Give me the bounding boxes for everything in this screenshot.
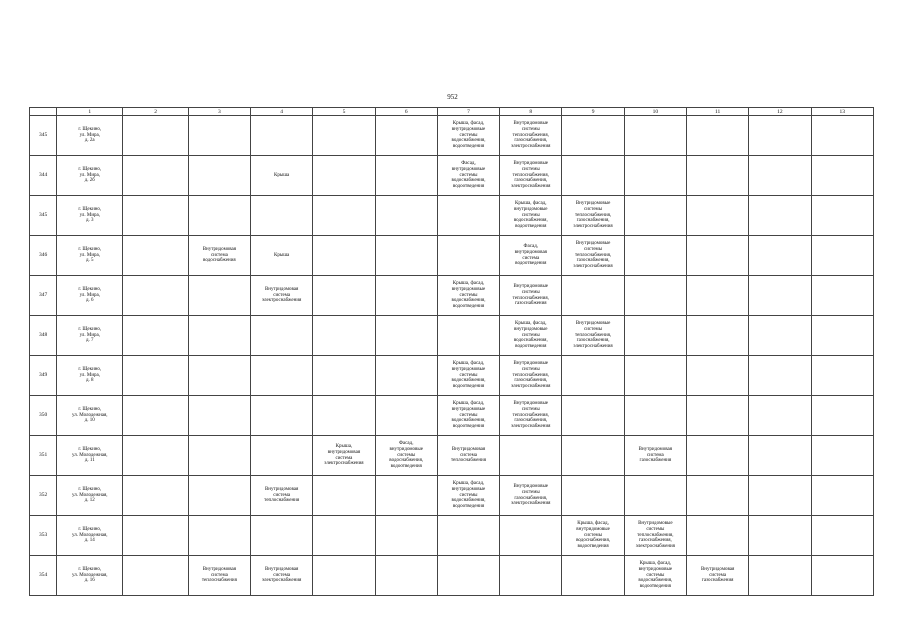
- repair-schedule-table: [29, 107, 874, 596]
- header-cell: 3: [188, 108, 250, 116]
- header-cell: 13: [811, 108, 873, 116]
- page-number: 952: [447, 93, 458, 101]
- work-cell: Внутридомовые системы теплоснабжения, газоснабжения, электроснабжения: [500, 356, 562, 396]
- address-cell: г. Щекино, ул. Мира, д. 7: [57, 316, 123, 356]
- work-cell: Внутридомовая система газоснабжения: [624, 436, 686, 476]
- work-cell: [375, 116, 437, 156]
- header-cell: 2: [123, 108, 188, 116]
- header-cell: 8: [500, 108, 562, 116]
- row-number-cell: 350: [30, 396, 57, 436]
- table-row: [30, 516, 874, 556]
- work-cell: [188, 356, 250, 396]
- work-cell: Крыша, фасад, внутридомовые системы водоснабжения, водоотведения: [437, 356, 499, 396]
- work-cell: [437, 516, 499, 556]
- work-cell: Внутридомовая система электроснабжения: [251, 276, 313, 316]
- work-cell: Крыша: [251, 236, 313, 276]
- row-number-cell: 354: [30, 556, 57, 596]
- work-cell: [251, 396, 313, 436]
- work-cell: [500, 436, 562, 476]
- address-cell: г. Щекино, ул. Молодежная, д. 14: [57, 516, 123, 556]
- work-cell: [375, 276, 437, 316]
- work-cell: Крыша, фасад, внутридомовые системы водоснабжения, водоотведения: [500, 196, 562, 236]
- work-cell: Крыша, фасад, внутридомовые системы водоснабжения, водоотведения: [437, 276, 499, 316]
- work-cell: [749, 276, 811, 316]
- work-cell: [375, 236, 437, 276]
- work-cell: [624, 476, 686, 516]
- address-cell: г. Щекино, ул. Мира, д. 5: [57, 236, 123, 276]
- work-cell: [624, 116, 686, 156]
- address-cell: г. Щекино, ул. Мира, д. 2б: [57, 156, 123, 196]
- work-cell: [188, 396, 250, 436]
- table-row: [30, 156, 874, 196]
- work-cell: [375, 156, 437, 196]
- work-cell: [749, 196, 811, 236]
- work-cell: [811, 276, 873, 316]
- work-cell: [749, 156, 811, 196]
- table-row: [30, 316, 874, 356]
- work-cell: [123, 396, 188, 436]
- address-cell: г. Щекино, ул. Молодежная, д. 11: [57, 436, 123, 476]
- work-cell: [313, 156, 375, 196]
- address-cell: г. Щекино, ул. Мира, д. 3: [57, 196, 123, 236]
- work-cell: [749, 436, 811, 476]
- work-cell: [500, 516, 562, 556]
- table-row: [30, 196, 874, 236]
- work-cell: [123, 276, 188, 316]
- header-cell-blank: [30, 108, 57, 116]
- work-cell: Внутридомовые системы теплоснабжения, газоснабжения, электроснабжения: [562, 316, 624, 356]
- header-cell: 12: [749, 108, 811, 116]
- work-cell: [123, 436, 188, 476]
- work-cell: [251, 316, 313, 356]
- work-cell: [188, 156, 250, 196]
- work-cell: [123, 156, 188, 196]
- row-number-cell: 346: [30, 236, 57, 276]
- work-cell: [749, 396, 811, 436]
- address-cell: г. Щекино, ул. Мира, д. 2а: [57, 116, 123, 156]
- row-number-cell: 347: [30, 276, 57, 316]
- work-cell: [749, 556, 811, 596]
- address-cell: г. Щекино, ул. Молодежная, д. 16: [57, 556, 123, 596]
- work-cell: [686, 236, 748, 276]
- work-cell: [437, 236, 499, 276]
- table-row: [30, 396, 874, 436]
- work-cell: [624, 396, 686, 436]
- work-cell: Крыша, фасад, внутридомовые системы водоснабжения, водоотведения: [624, 556, 686, 596]
- table-row: [30, 356, 874, 396]
- work-cell: [749, 516, 811, 556]
- work-cell: [375, 316, 437, 356]
- work-cell: Крыша, фасад, внутридомовые системы водоснабжения, водоотведения: [437, 396, 499, 436]
- work-cell: [624, 156, 686, 196]
- work-cell: [624, 196, 686, 236]
- work-cell: Крыша, фасад, внутридомовые системы водоснабжения, водоотведения: [562, 516, 624, 556]
- row-number-cell: 345: [30, 116, 57, 156]
- work-cell: [686, 436, 748, 476]
- work-cell: [686, 116, 748, 156]
- row-number-cell: 348: [30, 316, 57, 356]
- work-cell: [313, 236, 375, 276]
- work-cell: [562, 396, 624, 436]
- work-cell: Внутридомовые системы газоснабжения, электроснабжения: [500, 476, 562, 516]
- work-cell: Крыша, фасад, внутридомовые системы водоснабжения, водоотведения: [437, 116, 499, 156]
- work-cell: [749, 476, 811, 516]
- work-cell: [562, 276, 624, 316]
- work-cell: Фасад, внутридомовая система водоотведения: [500, 236, 562, 276]
- work-cell: [251, 196, 313, 236]
- work-cell: Внутридомовые системы теплоснабжения, газоснабжения, электроснабжения: [562, 236, 624, 276]
- work-cell: Внутридомовые системы теплоснабжения, газоснабжения, электроснабжения: [500, 156, 562, 196]
- work-cell: [624, 236, 686, 276]
- table-row: [30, 276, 874, 316]
- row-number-cell: 344: [30, 156, 57, 196]
- work-cell: [811, 156, 873, 196]
- work-cell: [375, 356, 437, 396]
- address-cell: г. Щекино, ул. Мира, д. 6: [57, 276, 123, 316]
- work-cell: [188, 316, 250, 356]
- work-cell: [123, 316, 188, 356]
- work-cell: [188, 516, 250, 556]
- row-number-cell: 349: [30, 356, 57, 396]
- work-cell: Внутридомовая система теплоснабжения: [188, 556, 250, 596]
- work-cell: [686, 356, 748, 396]
- work-cell: Внутридомовая система электроснабжения: [251, 556, 313, 596]
- work-cell: [686, 396, 748, 436]
- work-cell: [686, 316, 748, 356]
- work-cell: [437, 316, 499, 356]
- work-cell: [123, 196, 188, 236]
- work-cell: [188, 116, 250, 156]
- work-cell: [313, 396, 375, 436]
- work-cell: [562, 356, 624, 396]
- work-cell: [123, 556, 188, 596]
- work-cell: [749, 236, 811, 276]
- work-cell: [123, 236, 188, 276]
- work-cell: Крыша, внутридомовая система электроснабжения: [313, 436, 375, 476]
- work-cell: [313, 556, 375, 596]
- work-cell: [811, 316, 873, 356]
- work-cell: [811, 196, 873, 236]
- work-cell: [811, 556, 873, 596]
- work-cell: [562, 116, 624, 156]
- work-cell: [562, 556, 624, 596]
- header-cell: 9: [562, 108, 624, 116]
- header-cell: 4: [251, 108, 313, 116]
- work-cell: [188, 196, 250, 236]
- work-cell: Внутридомовая система теплоснабжения: [251, 476, 313, 516]
- work-cell: [686, 476, 748, 516]
- work-cell: [313, 316, 375, 356]
- work-cell: [188, 436, 250, 476]
- work-cell: [123, 516, 188, 556]
- header-cell: 7: [437, 108, 499, 116]
- work-cell: [251, 436, 313, 476]
- table-row: [30, 556, 874, 596]
- work-cell: [562, 476, 624, 516]
- work-cell: Крыша, фасад, внутридомовые системы водоснабжения, водоотведения: [437, 476, 499, 516]
- work-cell: [811, 116, 873, 156]
- work-cell: Внутридомовая система теплоснабжения: [437, 436, 499, 476]
- address-cell: г. Щекино, ул. Мира, д. 8: [57, 356, 123, 396]
- address-cell: г. Щекино, ул. Молодежная, д. 12: [57, 476, 123, 516]
- work-cell: [500, 556, 562, 596]
- row-number-cell: 353: [30, 516, 57, 556]
- work-cell: [811, 396, 873, 436]
- table-row: [30, 116, 874, 156]
- work-cell: Внутридомовая система газоснабжения: [686, 556, 748, 596]
- work-cell: [686, 516, 748, 556]
- work-cell: [749, 316, 811, 356]
- work-cell: Крыша: [251, 156, 313, 196]
- row-number-cell: 352: [30, 476, 57, 516]
- work-cell: [313, 516, 375, 556]
- work-cell: [811, 356, 873, 396]
- work-cell: Внутридомовые системы теплоснабжения, газоснабжения, электроснабжения: [562, 196, 624, 236]
- work-cell: [375, 516, 437, 556]
- row-number-cell: 351: [30, 436, 57, 476]
- header-cell: 5: [313, 108, 375, 116]
- work-cell: [811, 236, 873, 276]
- work-cell: [251, 516, 313, 556]
- work-cell: [313, 356, 375, 396]
- work-cell: [313, 476, 375, 516]
- work-cell: Крыша, фасад, внутридомовые системы водоснабжения, водоотведения: [500, 316, 562, 356]
- work-cell: Внутридомовая система водоснабжения: [188, 236, 250, 276]
- work-cell: Фасад, внутридомовые системы водоснабжения, водоотведения: [375, 436, 437, 476]
- work-cell: [811, 436, 873, 476]
- work-cell: [313, 196, 375, 236]
- work-cell: [251, 116, 313, 156]
- work-cell: Внутридомовые системы теплоснабжения, газоснабжения, электроснабжения: [624, 516, 686, 556]
- header-cell: 6: [375, 108, 437, 116]
- work-cell: [375, 396, 437, 436]
- table-row: [30, 476, 874, 516]
- work-cell: [375, 556, 437, 596]
- work-cell: [188, 476, 250, 516]
- work-cell: Внутридомовые системы теплоснабжения, газоснабжения, электроснабжения: [500, 396, 562, 436]
- work-cell: [624, 316, 686, 356]
- work-cell: [811, 516, 873, 556]
- work-cell: [313, 276, 375, 316]
- row-number-cell: 345: [30, 196, 57, 236]
- work-cell: [624, 356, 686, 396]
- work-cell: [313, 116, 375, 156]
- work-cell: Фасад, внутридомовые системы водоснабжения, водоотведения: [437, 156, 499, 196]
- work-cell: [375, 196, 437, 236]
- work-cell: [375, 476, 437, 516]
- work-cell: Внутридомовые системы теплоснабжения, газоснабжения: [500, 276, 562, 316]
- work-cell: [123, 116, 188, 156]
- work-cell: Внутридомовые системы теплоснабжения, газоснабжения, электроснабжения: [500, 116, 562, 156]
- table-row: [30, 236, 874, 276]
- header-cell: 10: [624, 108, 686, 116]
- work-cell: [188, 276, 250, 316]
- work-cell: [562, 156, 624, 196]
- work-cell: [686, 196, 748, 236]
- work-cell: [749, 116, 811, 156]
- work-cell: [562, 436, 624, 476]
- work-cell: [123, 476, 188, 516]
- work-cell: [437, 556, 499, 596]
- work-cell: [437, 196, 499, 236]
- work-cell: [123, 356, 188, 396]
- header-cell: 11: [686, 108, 748, 116]
- work-cell: [686, 276, 748, 316]
- header-cell: 1: [57, 108, 123, 116]
- header-row: [30, 108, 874, 116]
- table-row: [30, 436, 874, 476]
- work-cell: [686, 156, 748, 196]
- work-cell: [624, 276, 686, 316]
- address-cell: г. Щекино, ул. Молодежная, д. 10: [57, 396, 123, 436]
- work-cell: [251, 356, 313, 396]
- work-cell: [811, 476, 873, 516]
- work-cell: [749, 356, 811, 396]
